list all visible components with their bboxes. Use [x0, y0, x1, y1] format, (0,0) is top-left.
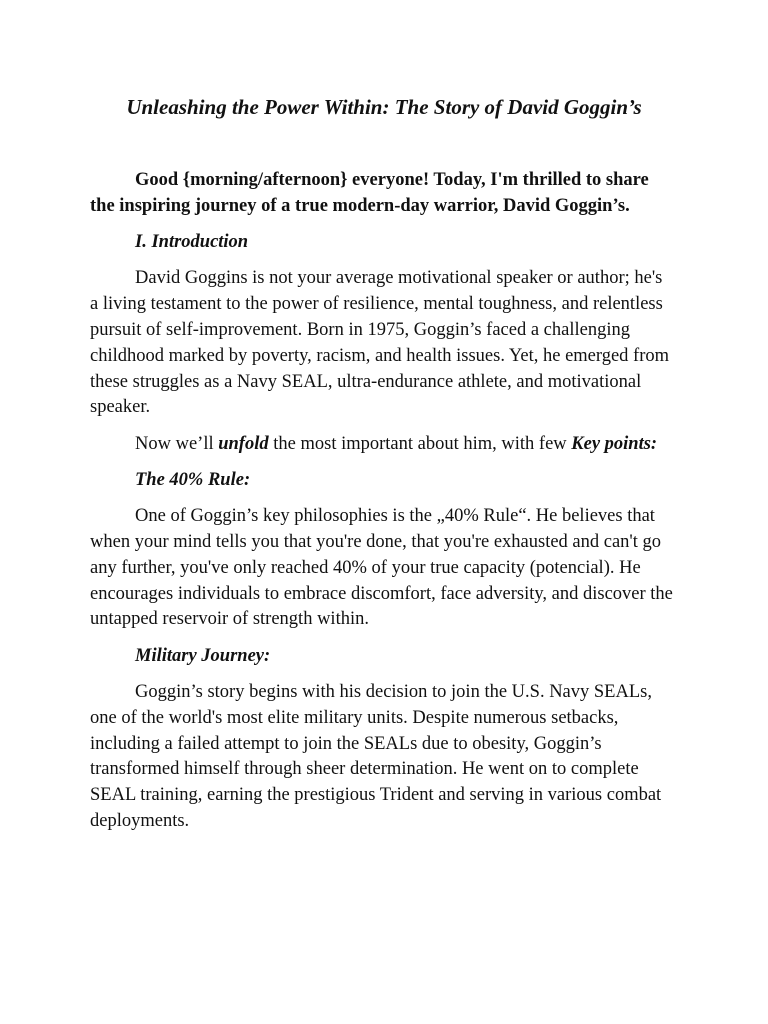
forty-percent-rule-heading: The 40% Rule: [135, 469, 251, 490]
military-journey-heading: Military Journey: [135, 645, 271, 666]
forty-percent-rule-paragraph: One of Goggin’s key philosophies is the „40% Rule“. He believes that when your mind tells you that you're done, that you're exhausted and can't go any further, you've only reached 40% of your true capacity (potencial). He encourages individuals to embrace discomfort, face adversity, and discover the untapped reservoir of strength within. [90, 506, 673, 630]
introduction-paragraph: David Goggins is not your average motivational speaker or author; he's a living testament to the power of resilience, mental toughness, and relentless pursuit of self-improvement. Born in 1975, Goggin’s faced a challenging childhood marked by poverty, racism, and health issues. Yet, he emerged from these struggles as a Navy SEAL, ultra-endurance athlete, and motivational speaker. [90, 268, 670, 418]
transition-emphasis-key-points: Key points: [571, 433, 658, 454]
transition-text-1: Now we’ll [135, 433, 219, 454]
document-title: Unleashing the Power Within: The Story of David Goggin’s [126, 95, 642, 119]
transition-paragraph [90, 432, 675, 458]
transition-text-2: the most important about him, with few [268, 433, 572, 454]
document-body [90, 168, 675, 845]
introduction-heading: I. Introduction [135, 232, 249, 253]
greeting-paragraph: Good {morning/afternoon} everyone! Today, I'm thrilled to share the inspiring journey of a true modern-day warrior, David Goggin’s. [90, 170, 649, 216]
military-journey-paragraph: Goggin’s story begins with his decision to join the U.S. Navy SEALs, one of the world's most elite military units. Despite numerous setbacks, including a failed attempt to join the SEALs due to obesity, Goggin’s transformed himself through sheer determination. He went on to complete SEAL training, earning the prestigious Trident and serving in various combat deployments. [90, 682, 662, 832]
transition-emphasis-unfold: unfold [218, 433, 269, 454]
